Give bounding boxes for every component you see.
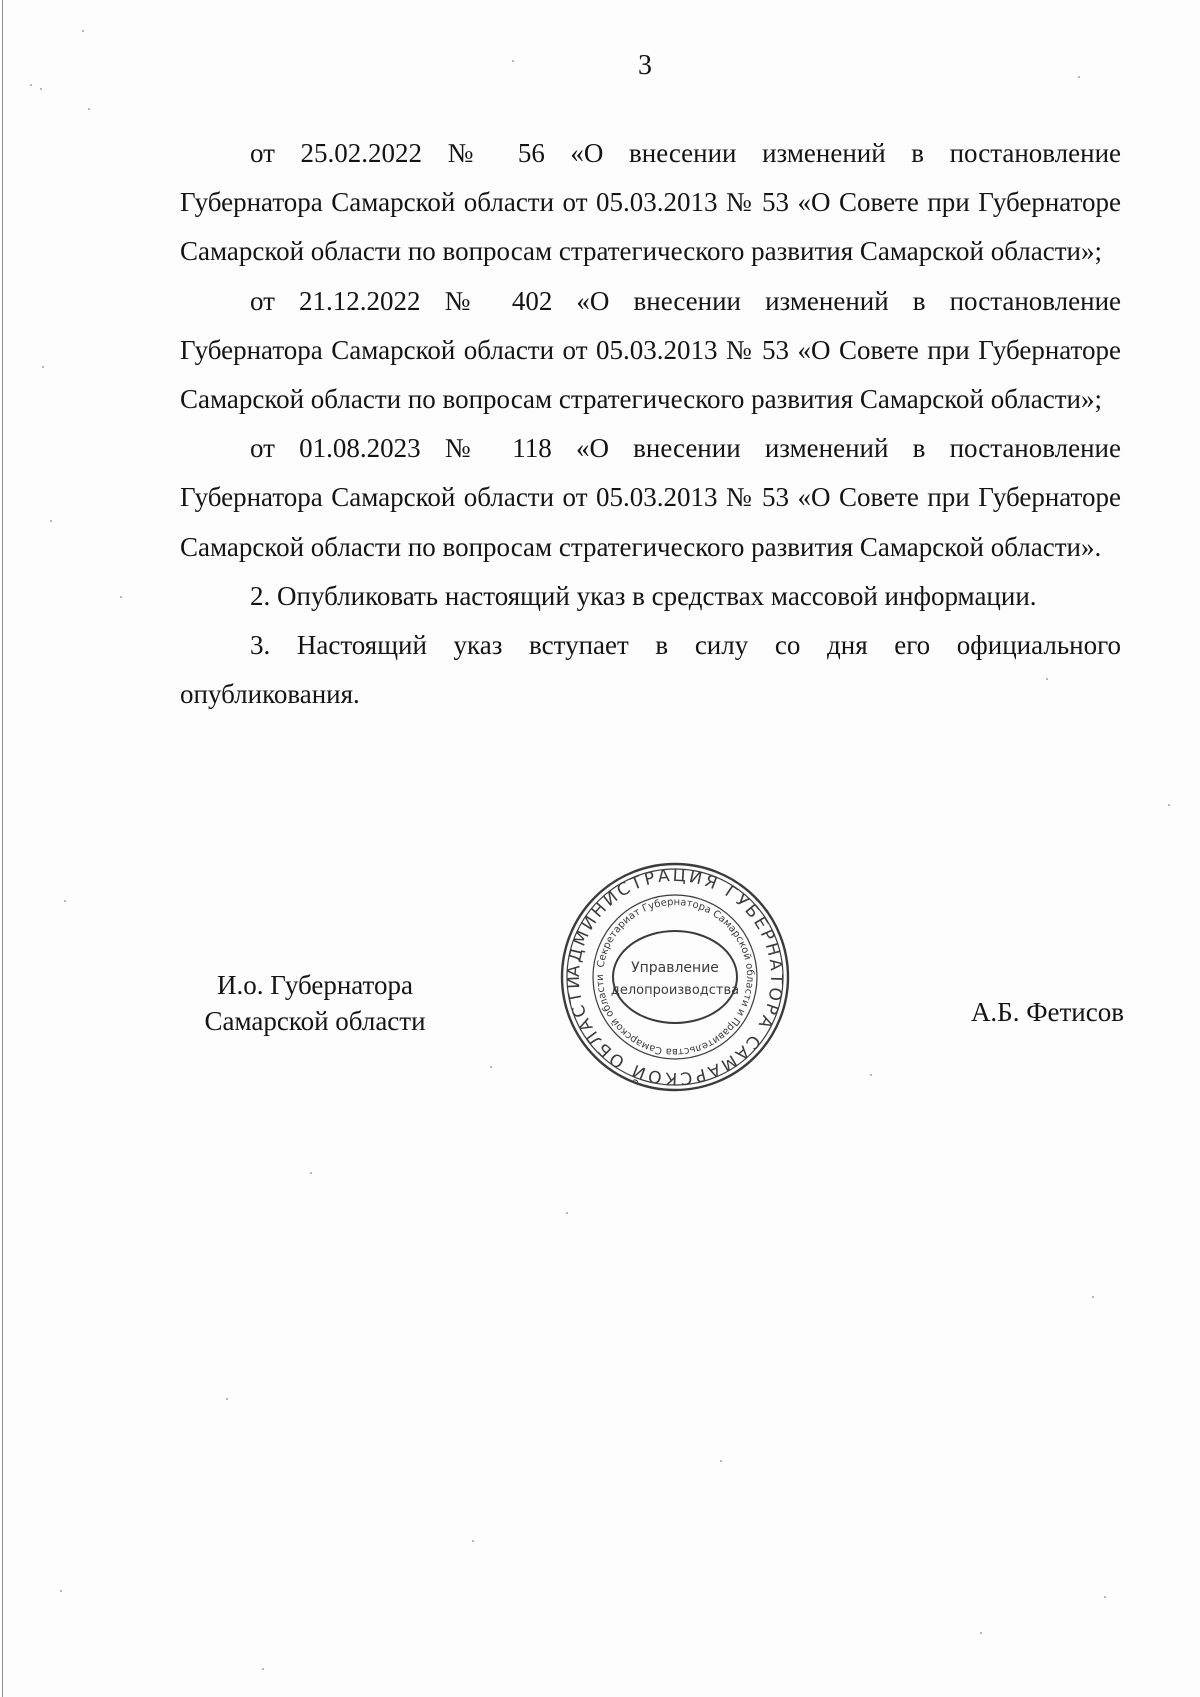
paragraph-continuation: Губернатора Самарской области от 05.03.2013 № 53 «О Совете при Губернаторе Самарской области по вопросам стратегического развития Самарской области»; bbox=[180, 334, 1121, 415]
scan-speck bbox=[1168, 804, 1170, 806]
scan-speck bbox=[512, 60, 514, 62]
item-2-publish: 2. Опубликовать настоящий указ в средствах массовой информации. bbox=[250, 580, 1037, 611]
item-3-effective bbox=[180, 621, 1121, 719]
scan-speck bbox=[88, 108, 90, 110]
signatory-name: А.Б. Фетисов bbox=[970, 997, 1124, 1027]
position-line-2: Самарской области bbox=[204, 1006, 426, 1036]
scan-speck bbox=[1046, 678, 1048, 680]
scan-speck bbox=[64, 900, 66, 902]
seal-center-line-1: Управление bbox=[631, 960, 719, 976]
scan-edge-line bbox=[2, 0, 3, 1697]
paragraph-continuation: опубликования. bbox=[180, 679, 360, 710]
scan-speck bbox=[60, 1590, 62, 1592]
scan-speck bbox=[310, 1172, 312, 1174]
scan-speck bbox=[490, 1066, 492, 1068]
scan-speck bbox=[1104, 1596, 1106, 1598]
scan-speck bbox=[1078, 76, 1080, 78]
position-line-1: И.о. Губернатора bbox=[216, 970, 413, 1000]
paragraph-first-line: 3. Настоящий указ вступает в силу со дня его официального bbox=[250, 630, 1121, 661]
amendment-paragraph bbox=[180, 277, 1121, 425]
paragraph-continuation: Губернатора Самарской области от 05.03.2013 № 53 «О Совете при Губернаторе Самарской области по вопросам стратегического развития Самарской области». bbox=[180, 482, 1121, 562]
scan-speck bbox=[262, 1668, 264, 1670]
scan-speck bbox=[1092, 1296, 1094, 1298]
seal-center-line-2: делопроизводства bbox=[610, 983, 740, 998]
seal-inner-text: Секретариат Губернатора Самарской области и Правительства Самарской области bbox=[594, 896, 756, 1058]
amendment-paragraph bbox=[180, 424, 1121, 572]
official-seal bbox=[558, 860, 792, 1094]
paragraph-continuation: Губернатора Самарской области от 05.03.2013 № 53 «О Совете при Губернаторе Самарской области по вопросам стратегического развития Самарской области»; bbox=[180, 187, 1121, 267]
document-body bbox=[180, 129, 1121, 719]
scan-speck bbox=[30, 84, 32, 86]
signatory-position bbox=[195, 967, 435, 1039]
paragraph-first-line: от 21.12.2022 № 402 «О внесении изменений в постановление bbox=[250, 285, 1121, 316]
paragraph-first-line: от 25.02.2022 № 56 «О внесении изменений в постановление bbox=[250, 138, 1121, 168]
scan-speck bbox=[720, 1460, 722, 1462]
scan-speck bbox=[82, 30, 84, 32]
amendment-paragraph bbox=[180, 129, 1121, 277]
paragraph-first-line: от 01.08.2023 № 118 «О внесении изменений в постановление bbox=[250, 433, 1121, 464]
page-number: 3 bbox=[638, 50, 652, 81]
scan-speck bbox=[226, 1398, 228, 1400]
scan-speck bbox=[42, 366, 44, 368]
scan-speck bbox=[120, 596, 122, 598]
scan-speck bbox=[980, 1632, 982, 1634]
scan-speck bbox=[870, 1074, 872, 1076]
scan-speck bbox=[472, 1540, 474, 1542]
scan-speck bbox=[566, 1212, 568, 1214]
seal-graphic bbox=[558, 860, 792, 1094]
seal-outer-text: АДМИНИСТРАЦИЯ ГУБЕРНАТОРА САМАРСКОЙ ОБЛАСТИ bbox=[563, 865, 787, 1089]
scan-speck bbox=[50, 520, 52, 522]
scan-speck bbox=[40, 88, 42, 90]
